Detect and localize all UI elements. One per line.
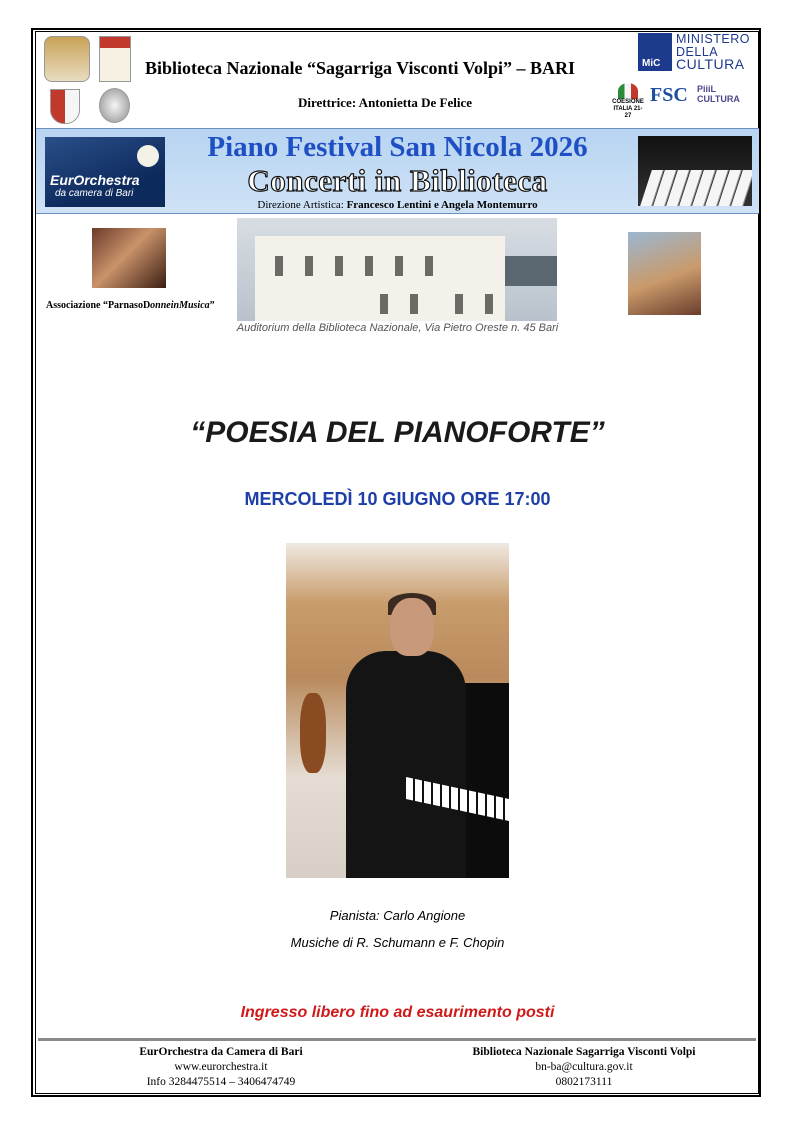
music-line: Musiche di R. Schumann e F. Chopin — [290, 935, 505, 950]
association-name: Associazione “ParnasoDonneinMusica” — [46, 300, 215, 311]
coesione-italia-logo — [611, 83, 645, 123]
director-line: Direttrice: Antonietta De Felice — [297, 95, 473, 110]
glass-wing — [505, 256, 557, 286]
coesione-mark-icon — [618, 83, 638, 99]
concerti-subtitle: Concerti in Biblioteca — [247, 163, 548, 198]
footer-right-email[interactable]: bn-ba@cultura.gov.it — [535, 1061, 633, 1073]
eurorchestra-logo-line1: EurOrchestra — [50, 172, 140, 188]
cello-shape — [300, 693, 326, 773]
direction-label: Direzione Artistica: — [257, 199, 344, 211]
bari-city-shield-logo — [50, 89, 80, 124]
painting-ladies-image — [92, 228, 166, 288]
eurorchestra-logo-line2: da camera di Bari — [55, 188, 134, 199]
mic-mark-text: MiC — [642, 58, 661, 69]
fsc-logo: FSC — [650, 84, 688, 106]
footer-left — [71, 1045, 371, 1090]
ministero-cultura-logo — [638, 33, 755, 73]
footer-left-info: Info 3284475514 – 3406474749 — [146, 1076, 296, 1088]
mic-mark-icon — [638, 33, 672, 71]
ministry-line-3: CULTURA — [676, 56, 745, 72]
coesione-text: COESIONE ITALIA 21-27 — [612, 99, 644, 119]
auditorium-building-photo — [237, 218, 557, 321]
event-date: MERCOLEDÌ 10 GIUGNO ORE 17:00 — [244, 489, 551, 509]
footer-right-name: Biblioteca Nazionale Sagarriga Visconti Volpi — [472, 1046, 696, 1058]
event-title: “POESIA DEL PIANOFORTE” — [190, 416, 605, 449]
piiil-cultura-logo: PiiiL CULTURA — [697, 84, 740, 104]
footer-right-phone: 0802173111 — [555, 1076, 613, 1088]
pianist-photo — [286, 543, 509, 878]
piano-keys-image — [638, 136, 752, 206]
footer-right — [434, 1045, 734, 1090]
italian-republic-emblem — [99, 88, 130, 123]
building-facade — [255, 236, 505, 321]
bari-crest-logo — [44, 36, 90, 82]
puglia-region-logo — [99, 36, 131, 82]
ministry-line-2: DELLA — [676, 44, 719, 59]
pianist-torso — [346, 651, 466, 878]
auditorium-caption: Auditorium della Biblioteca Nazionale, Via Pietro Oreste n. 45 Bari — [236, 322, 559, 334]
pianist-head — [390, 598, 434, 656]
footer-divider — [38, 1038, 756, 1041]
eurorchestra-logo — [45, 137, 165, 207]
moon-icon — [137, 145, 159, 167]
festival-title: Piano Festival San Nicola 2026 — [207, 131, 588, 163]
footer-left-name: EurOrchestra da Camera di Bari — [139, 1046, 303, 1058]
entry-notice: Ingresso libero fino ad esaurimento posti — [240, 1004, 555, 1021]
painting-angels-image — [628, 232, 701, 315]
pianist-line: Pianista: Carlo Angione — [329, 908, 466, 923]
library-title: Biblioteca Nazionale “Sagarriga Visconti Volpi” – BARI — [145, 58, 576, 78]
ministry-line-1: MINISTERO — [676, 32, 750, 46]
ministry-text — [676, 33, 750, 71]
footer-left-web[interactable]: www.eurorchestra.it — [174, 1061, 268, 1073]
direction-names: Francesco Lentini e Angela Montemurro — [346, 199, 538, 211]
